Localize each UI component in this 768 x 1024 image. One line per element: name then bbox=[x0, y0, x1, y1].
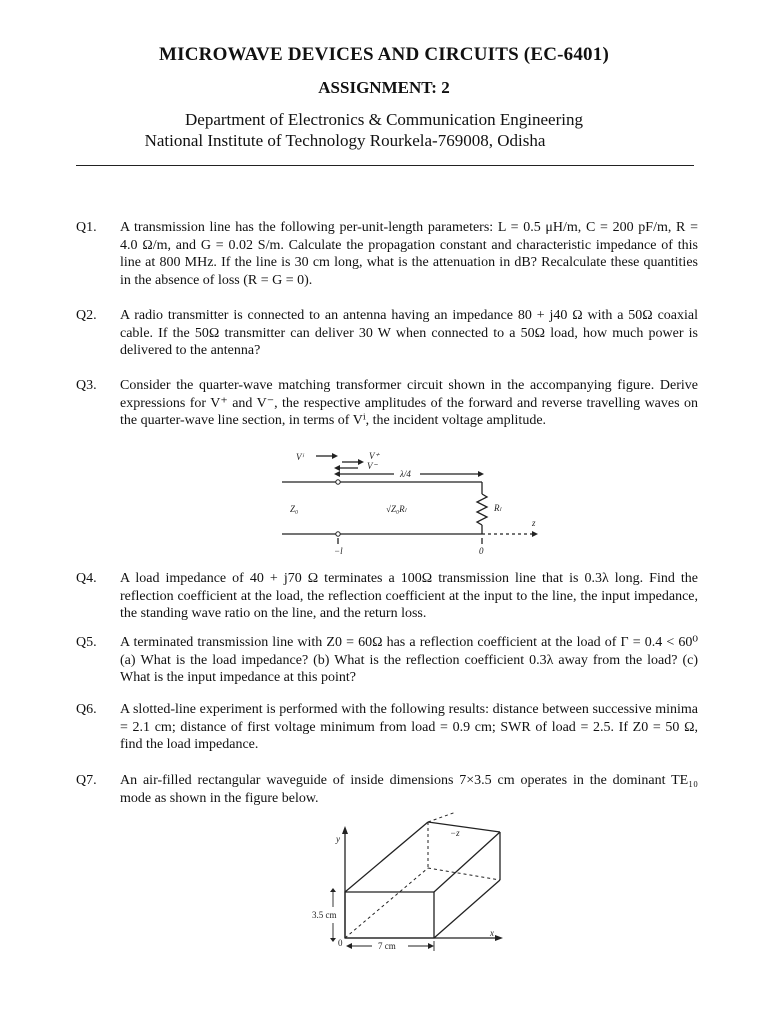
question-7 bbox=[76, 772, 698, 807]
question-text: Consider the quarter-wave matching transformer circuit shown in the accompanying figure. Derive expressions for V⁺ and V⁻, the respective amplitudes of the forward and reverse travelling waves on the quarter-wave line section, in terms of Vⁱ, the incident voltage amplitude. bbox=[120, 378, 698, 428]
x-axis-label: x bbox=[490, 928, 494, 938]
reverse-wave-label: V⁻ bbox=[367, 461, 378, 471]
question-number: Q1. bbox=[76, 220, 97, 235]
department-block bbox=[0, 109, 768, 151]
question-2 bbox=[76, 307, 698, 360]
question-number: Q5. bbox=[76, 635, 97, 650]
origin-label: 0 bbox=[338, 938, 343, 948]
question-number: Q2. bbox=[76, 308, 97, 323]
z-axis-label: z bbox=[532, 518, 536, 528]
institute-line: National Institute of Technology Rourkela-769008, Odisha bbox=[144, 131, 546, 150]
question-text: A transmission line has the following per-unit-length parameters: L = 0.5 μH/m, C = 200 pF/m, R = 4.0 Ω/m, and G = 0.02 S/m. Calculate the propagation constant and characteristic impedance of this line at 800 MHz. If the line is 30 cm long, what is the attenuation in dB? Recalculate these quantities in the absence of loss (R = G = 0). bbox=[120, 220, 698, 288]
question-text: A load impedance of 40 + j70 Ω terminates a 100Ω transmission line that is 0.3λ long. Find the reflection coefficient at the load, the reflection coefficient at the input to the line, the input impedance, the standing wave ratio on the line, and the return loss. bbox=[120, 571, 698, 621]
question-6 bbox=[76, 701, 698, 754]
forward-wave-label: V⁺ bbox=[369, 451, 380, 461]
question-text: A slotted-line experiment is performed with the following results: distance between successive minima = 2.1 cm; distance of first voltage minimum from load = 0.9 cm; SWR of load = 2.5. If Z0 = 50 Ω, find the load impedance. bbox=[120, 702, 698, 752]
question-number: Q7. bbox=[76, 773, 97, 788]
quarter-wave-transformer-figure bbox=[270, 448, 550, 560]
rectangular-waveguide-figure bbox=[300, 810, 510, 958]
question-5 bbox=[76, 634, 698, 687]
question-number: Q3. bbox=[76, 378, 97, 393]
neg-z-axis-label: −z bbox=[450, 828, 460, 838]
question-text: A radio transmitter is connected to an antenna having an impedance 80 + j40 Ω with a 50Ω coaxial cable. If the 50Ω transmitter can deliver 30 W when connected to a 50Ω load, how much power is delivered to the antenna? bbox=[120, 308, 698, 358]
position-zero-label: 0 bbox=[479, 546, 484, 556]
document-title: MICROWAVE DEVICES AND CIRCUITS (EC-6401) bbox=[159, 44, 609, 65]
question-4 bbox=[76, 570, 698, 623]
question-number: Q4. bbox=[76, 571, 97, 586]
line-impedance-label: Z₀ bbox=[290, 504, 299, 514]
transformer-impedance-label: √Z₀Rₗ bbox=[386, 504, 407, 514]
y-axis-label: y bbox=[336, 834, 340, 844]
width-dimension-label: 7 cm bbox=[378, 941, 396, 951]
question-text: An air-filled rectangular waveguide of inside dimensions 7×3.5 cm operates in the dominant TE₁₀ mode as shown in the figure below. bbox=[120, 773, 698, 806]
question-number: Q6. bbox=[76, 702, 97, 717]
question-3 bbox=[76, 377, 698, 430]
position-neg-l-label: −l bbox=[334, 546, 343, 556]
height-dimension-label: 3.5 cm bbox=[312, 910, 337, 920]
quarter-wave-length-label: λ/4 bbox=[400, 469, 411, 479]
question-1 bbox=[76, 219, 698, 289]
header-divider bbox=[76, 165, 694, 166]
department-line: Department of Electronics & Communication Engineering bbox=[185, 110, 583, 129]
assignment-heading: ASSIGNMENT: 2 bbox=[318, 78, 450, 97]
question-text: A terminated transmission line with Z0 = 60Ω has a reflection coefficient at the load of Γ = 0.4 < 60⁰ (a) What is the load impedance? (b) What is the reflection coefficient 0.3λ away from the load? (c) What is the input impedance at this point? bbox=[120, 635, 698, 685]
incident-voltage-label: Vⁱ bbox=[296, 452, 304, 462]
load-resistance-label: Rₗ bbox=[494, 503, 501, 513]
